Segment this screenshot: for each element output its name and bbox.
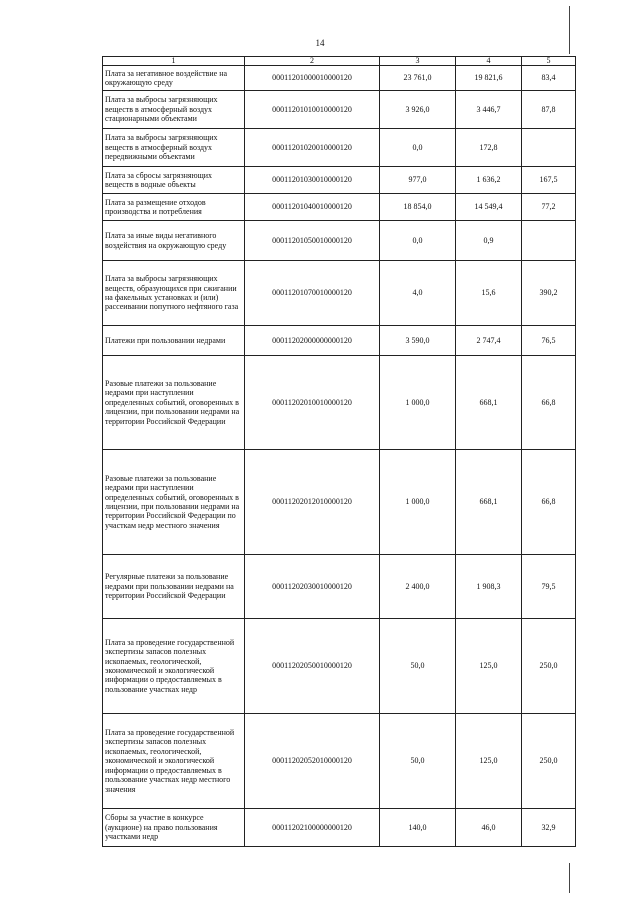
row-code: 00011202000000000120: [245, 326, 380, 356]
row-plan: 2 400,0: [380, 555, 456, 619]
row-percent: 76,5: [522, 326, 576, 356]
table-row: [103, 809, 576, 847]
row-plan: 18 854,0: [380, 194, 456, 221]
row-percent: 79,5: [522, 555, 576, 619]
row-plan: 0,0: [380, 221, 456, 261]
table-row: [103, 194, 576, 221]
revenue-table: [102, 56, 576, 847]
row-percent: 250,0: [522, 714, 576, 809]
table-row: [103, 221, 576, 261]
row-plan: 140,0: [380, 809, 456, 847]
column-header-1: 1: [103, 57, 245, 66]
row-percent: 77,2: [522, 194, 576, 221]
row-code: 00011201020010000120: [245, 129, 380, 167]
row-percent: 83,4: [522, 66, 576, 91]
table-row: [103, 450, 576, 555]
row-actual: 668,1: [456, 450, 522, 555]
row-name: Разовые платежи за пользование недрами при наступлении определенных событий, оговоренных в лицензии, при пользовании недрами на территории Российской Федерации: [103, 356, 245, 450]
row-actual: 172,8: [456, 129, 522, 167]
table-row: [103, 619, 576, 714]
row-plan: 3 590,0: [380, 326, 456, 356]
row-actual: 125,0: [456, 714, 522, 809]
row-code: 00011201040010000120: [245, 194, 380, 221]
row-percent: 390,2: [522, 261, 576, 326]
column-header-5: 5: [522, 57, 576, 66]
row-actual: 14 549,4: [456, 194, 522, 221]
table-row: [103, 714, 576, 809]
row-percent: 66,8: [522, 450, 576, 555]
row-code: 00011202012010000120: [245, 450, 380, 555]
table-row: [103, 167, 576, 194]
scan-artifact-line: [569, 863, 570, 893]
row-actual: 1 908,3: [456, 555, 522, 619]
row-name: Плата за негативное воздействие на окружающую среду: [103, 66, 245, 91]
row-code: 00011201050010000120: [245, 221, 380, 261]
row-percent: 32,9: [522, 809, 576, 847]
table-row: [103, 129, 576, 167]
row-code: 00011202010010000120: [245, 356, 380, 450]
row-percent: [522, 129, 576, 167]
column-header-3: 3: [380, 57, 456, 66]
row-name: Плата за выбросы загрязняющих веществ, образующихся при сжигании на факельных установках и (или) рассеивании попутного нефтяного газа: [103, 261, 245, 326]
row-code: 00011202100000000120: [245, 809, 380, 847]
row-percent: 167,5: [522, 167, 576, 194]
table-row: [103, 555, 576, 619]
row-code: 00011202052010000120: [245, 714, 380, 809]
header-row: [103, 57, 576, 66]
row-percent: 66,8: [522, 356, 576, 450]
table-row: [103, 261, 576, 326]
table-row: [103, 91, 576, 129]
row-code: 00011201010010000120: [245, 91, 380, 129]
page-number: 14: [315, 38, 325, 48]
row-actual: 15,6: [456, 261, 522, 326]
row-name: Плата за сбросы загрязняющих веществ в водные объекты: [103, 167, 245, 194]
row-percent: 87,8: [522, 91, 576, 129]
row-name: Сборы за участие в конкурсе (аукционе) на право пользования участками недр: [103, 809, 245, 847]
row-name: Разовые платежи за пользование недрами при наступлении определенных событий, оговоренных в лицензии, при пользовании недрами на территории Российской Федерации по участкам недр местного значения: [103, 450, 245, 555]
row-actual: 668,1: [456, 356, 522, 450]
table-row: [103, 326, 576, 356]
row-actual: 125,0: [456, 619, 522, 714]
row-name: Плата за выбросы загрязняющих веществ в атмосферный воздух передвижными объектами: [103, 129, 245, 167]
scan-artifact-line: [569, 6, 570, 54]
row-actual: 3 446,7: [456, 91, 522, 129]
row-code: 00011201000010000120: [245, 66, 380, 91]
row-code: 00011201030010000120: [245, 167, 380, 194]
row-name: Регулярные платежи за пользование недрами при пользовании недрами на территории Российской Федерации: [103, 555, 245, 619]
row-plan: 50,0: [380, 714, 456, 809]
table-row: [103, 356, 576, 450]
column-header-2: 2: [245, 57, 380, 66]
row-actual: 46,0: [456, 809, 522, 847]
column-header-4: 4: [456, 57, 522, 66]
row-code: 00011201070010000120: [245, 261, 380, 326]
row-actual: 19 821,6: [456, 66, 522, 91]
row-plan: 1 000,0: [380, 356, 456, 450]
row-plan: 23 761,0: [380, 66, 456, 91]
row-plan: 4,0: [380, 261, 456, 326]
table-row: [103, 66, 576, 91]
row-plan: 50,0: [380, 619, 456, 714]
row-name: Плата за проведение государственной экспертизы запасов полезных ископаемых, геологической, экономической и экологической информации о предоставляемых в пользование участках недр местного значения: [103, 714, 245, 809]
row-name: Плата за выбросы загрязняющих веществ в атмосферный воздух стационарными объектами: [103, 91, 245, 129]
row-plan: 1 000,0: [380, 450, 456, 555]
row-code: 00011202050010000120: [245, 619, 380, 714]
row-actual: 0,9: [456, 221, 522, 261]
row-plan: 0,0: [380, 129, 456, 167]
row-percent: [522, 221, 576, 261]
row-name: Платежи при пользовании недрами: [103, 326, 245, 356]
row-actual: 1 636,2: [456, 167, 522, 194]
row-name: Плата за иные виды негативного воздействия на окружающую среду: [103, 221, 245, 261]
row-percent: 250,0: [522, 619, 576, 714]
row-actual: 2 747,4: [456, 326, 522, 356]
row-plan: 3 926,0: [380, 91, 456, 129]
row-plan: 977,0: [380, 167, 456, 194]
row-name: Плата за размещение отходов производства и потребления: [103, 194, 245, 221]
row-code: 00011202030010000120: [245, 555, 380, 619]
row-name: Плата за проведение государственной экспертизы запасов полезных ископаемых, геологической, экономической и экологической информации о предоставляемых в пользование участках недр: [103, 619, 245, 714]
